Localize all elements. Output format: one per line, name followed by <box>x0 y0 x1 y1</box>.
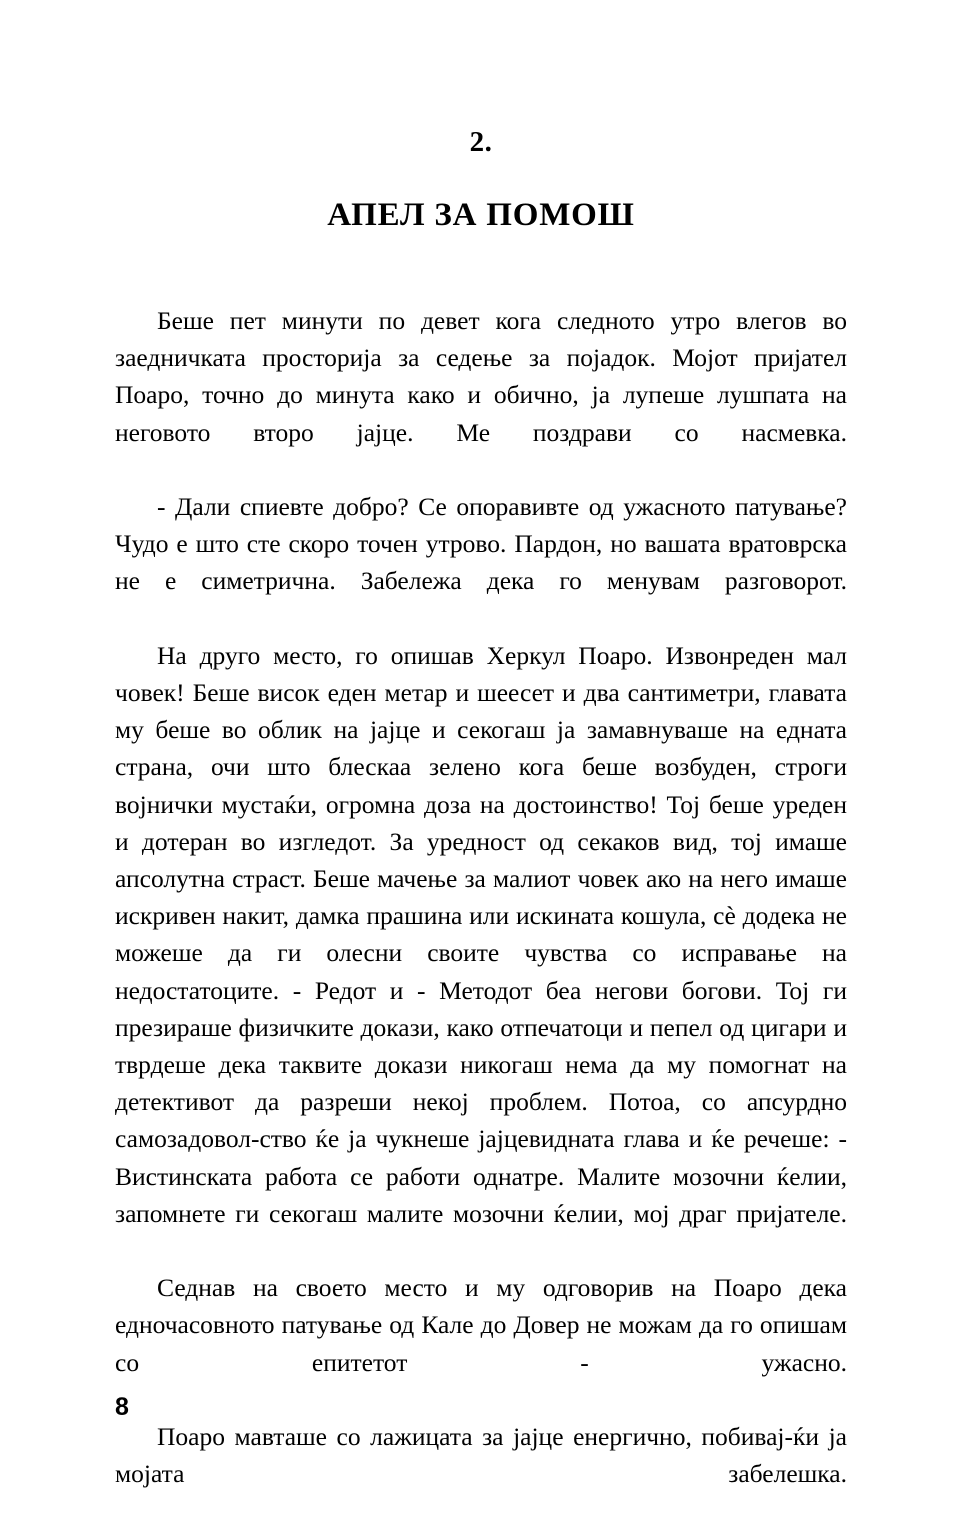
paragraph: На друго место, го опишав Херкул Поаро. Извонреден мал човек! Беше висок еден метар и шеесет и два сантиметри, главата му беше во облик на јајце и секогаш ја замавнуваше на едната страна, очи што блескаа зелено кога беше возбуден, строги војнички мустаќи, огромна доза на достоинство! Тој беше уреден и дотеран во изгледот. За уредност од секаков вид, тој имаше апсолутна страст. Беше мачење за малиот човек ако на него имаше искривен накит, дамка прашина или искината кошула, сѐ додека не можеше да ги олесни своите чувства со исправање на недостатоците. - Редот и - Методот беа негови богови. Тој ги презираше физичките докази, како отпечатоци и пепел од цигари и тврдеше дека таквите докази никогаш нема да му помогнат на детективот да разреши некој проблем. Потоа, со апсурдно самозадовол-ство ќе ја чукнеше јајцевидната глава и ќе речеше: - Вистинската работа се работи однатре. Малите мозочни ќелии, запомнете ги секогаш малите мозочни ќелии, мој драг пријателе. <box>115 640 847 1228</box>
paragraph: Беше пет минути по девет кога следното утро влегов во заедничката просторија за седење за појадок. Мојот пријател Поаро, точно до минута како и обично, ја лупеше лушпата на неговото второ јајце. Ме поздрави со насмевка. <box>115 306 847 447</box>
chapter-title: АПЕЛ ЗА ПОМОШ <box>327 197 635 233</box>
paragraph: - Дали спиевте добро? Се опоравивте од ужасното патување? Чудо е што сте скоро точен утрово. Пардон, но вашата вратоврска не е симетрична. Забележа дека го менувам разговорот. <box>115 492 847 596</box>
chapter-number: 2. <box>469 126 493 158</box>
paragraph: Седнав на своето место и му одговорив на Поаро дека едночасовното патување од Кале до Довер не можам да го опишам со епитетот - ужасно. <box>115 1273 847 1377</box>
text-column <box>115 0 847 1530</box>
page-number: 8 <box>115 1393 129 1421</box>
body-text <box>115 232 847 1530</box>
paragraph: Поаро мавташе со лажицата за јајце енергично, побивај-ќи ја мојата забелешка. <box>115 1422 847 1489</box>
